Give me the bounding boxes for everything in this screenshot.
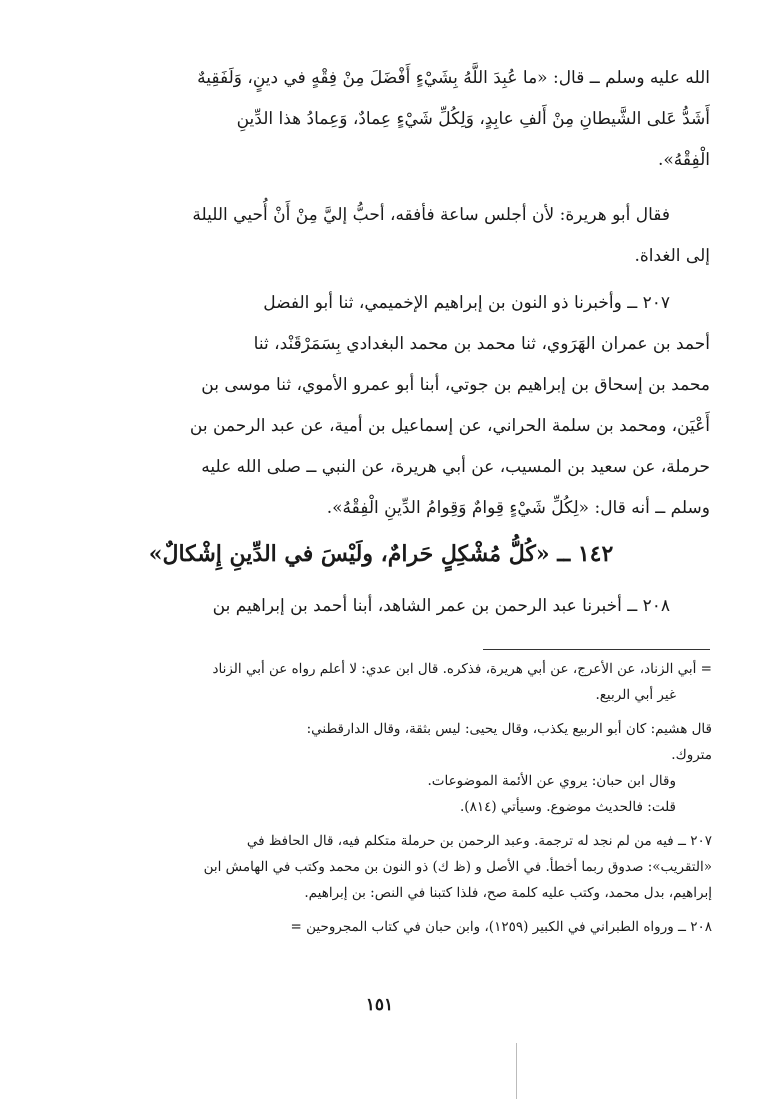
- text-line: محمد بن إسحاق بن إبراهيم بن جوتي، أبنا أبو عمرو الأموي، ثنا موسى بن: [201, 375, 710, 395]
- text-line: أحمد بن عمران الهَرَوي، ثنا محمد بن محمد البغدادي بِسَمَرْقَنْد، ثنا: [253, 334, 710, 354]
- text-line: وسلم ــ أنه قال: «لِكُلِّ شَيْءٍ قِوامٌ وَقِوامُ الدِّينِ الْفِقْهُ».: [326, 498, 710, 518]
- text-line: الله عليه وسلم ــ قال: «ما عُبِدَ اللَّهُ بِشَيْءٍ أَفْضَلَ مِنْ فِقْهٍ في دينٍ، وَلَفَقِيهٌ: [197, 68, 710, 88]
- footnote-line: متروك.: [671, 747, 712, 763]
- page-number: ١٥١: [365, 995, 394, 1015]
- footnote-line: «التقريب»: صدوق ربما أخطأ. في الأصل و (ظ ك) ذو النون بن محمد وكتب في الهامش ابن: [203, 859, 712, 875]
- scan-edge-line: [516, 1043, 517, 1099]
- text-line: أَشَدُّ عَلى الشَّيطانِ مِنْ أَلفِ عابِدٍ، وَلِكُلِّ شَيْءٍ عِمادٌ، وَعِمادُ هذا الدِّينِ: [236, 109, 710, 129]
- text-line: حرملة، عن سعيد بن المسيب، عن أبي هريرة، عن النبي ــ صلى الله عليه: [201, 457, 710, 477]
- hadith-207-paragraph: [52, 283, 710, 529]
- text-line: ٢٠٨ ــ أخبرنا عبد الرحمن بن عمر الشاهد، أبنا أحمد بن إبراهيم بن: [212, 596, 670, 616]
- footnotes-section: [46, 656, 712, 940]
- footnote-line: قلت: فالحديث موضوع. وسيأتي (٨١٤).: [460, 799, 676, 815]
- text-line: الْفِقْهُ».: [657, 150, 710, 170]
- body-paragraph-2: [52, 195, 710, 277]
- text-line: ٢٠٧ ــ وأخبرنا ذو النون بن إبراهيم الإخميمي، ثنا أبو الفضل: [263, 293, 670, 313]
- footnote-line: غير أبي الربيع.: [595, 687, 676, 703]
- footnote-line: إبراهيم، بدل محمد، وكتب عليه كلمة صح، فلذا كتبنا في النص: بن إبراهيم.: [304, 885, 712, 901]
- footnote-line: = أبي الزناد، عن الأعرج، عن أبي هريرة، فذكره. قال ابن عدي: لا أعلم رواه عن أبي الزناد: [212, 661, 712, 677]
- chapter-heading-142: ١٤٢ ــ «كُلُّ مُشْكِلٍ حَرامٌ، ولَيْسَ في الدِّينِ إِشْكالٌ»: [148, 541, 614, 567]
- footnote-separator: [483, 649, 710, 650]
- footnote-line: وقال ابن حبان: يروي عن الأئمة الموضوعات.: [427, 773, 676, 789]
- text-line: أَعْيَن، ومحمد بن سلمة الحراني، عن إسماعيل بن أمية، عن عبد الرحمن بن: [189, 416, 710, 436]
- hadith-208-paragraph: [52, 586, 710, 627]
- footnote-line: ٢٠٨ ــ ورواه الطبراني في الكبير (١٢٥٩)، وابن حبان في كتاب المجروحين =: [290, 919, 712, 935]
- text-line: فقال أبو هريرة: لأن أجلس ساعة فأفقه، أحبُّ إليَّ مِنْ أَنْ أُحيي الليلة: [192, 205, 670, 225]
- text-line: إلى الغداة.: [634, 246, 710, 266]
- footnote-line: ٢٠٧ ــ فيه من لم نجد له ترجمة. وعبد الرحمن بن حرملة متكلم فيه، قال الحافظ في: [246, 833, 712, 849]
- body-paragraph-1: [52, 58, 710, 181]
- footnote-line: قال هشيم: كان أبو الربيع يكذب، وقال يحيى: ليس بثقة، وقال الدارقطني:: [306, 721, 712, 737]
